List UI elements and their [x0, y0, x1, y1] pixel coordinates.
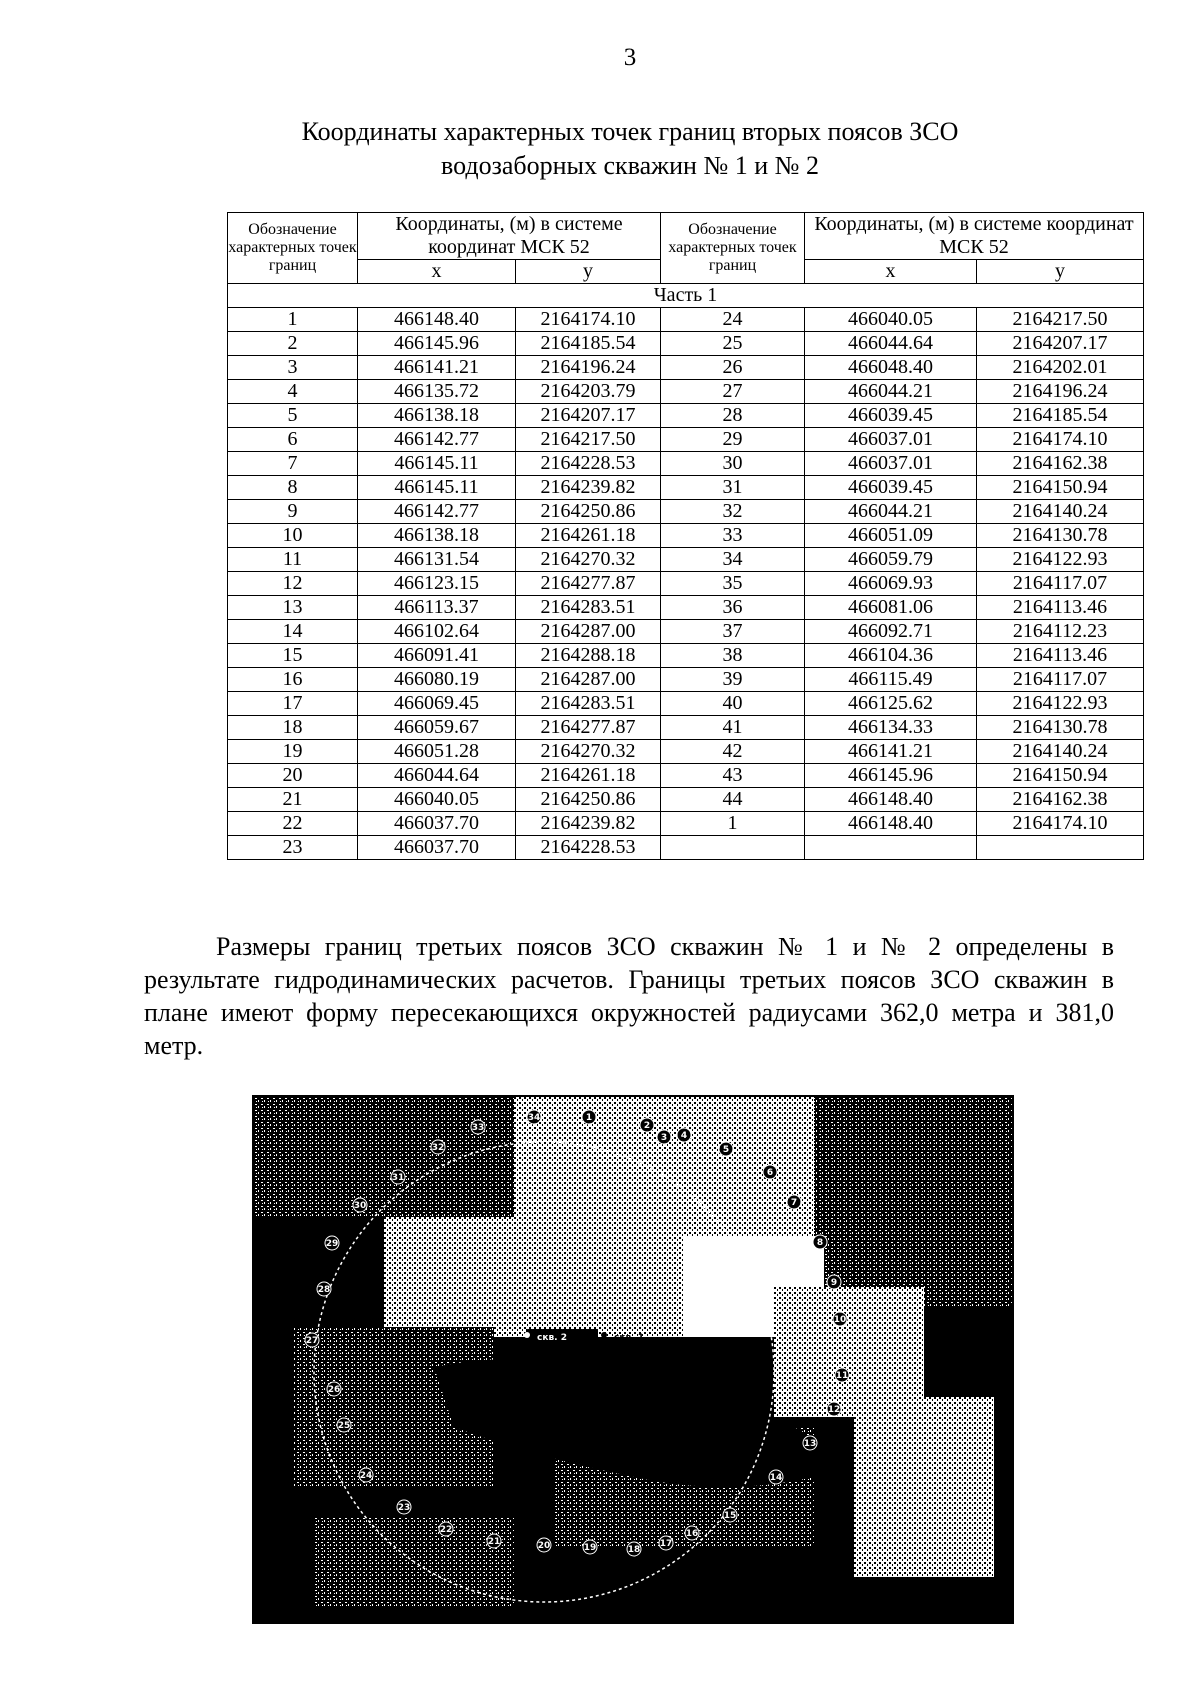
boundary-point-label: 2 — [643, 1121, 651, 1131]
header-point-right: Обозначение характерных точек границ — [661, 213, 805, 284]
table-row — [228, 596, 1144, 620]
cell-y-right: 2164150.94 — [977, 764, 1144, 788]
cell-y-left: 2164277.87 — [516, 716, 661, 740]
cell-y-right: 2164150.94 — [977, 476, 1144, 500]
well-1-marker — [601, 1332, 607, 1338]
cell-point-left: 4 — [228, 380, 358, 404]
boundary-point-label: 30 — [353, 1201, 367, 1211]
body-paragraph — [144, 930, 1114, 1062]
cell-point-left: 23 — [228, 836, 358, 860]
cell-point-right: 35 — [661, 572, 805, 596]
cell-x-left: 466142.77 — [358, 500, 516, 524]
cell-point-right: 31 — [661, 476, 805, 500]
table-row — [228, 452, 1144, 476]
boundary-point-label: 13 — [803, 1439, 817, 1449]
cell-x-left: 466145.96 — [358, 332, 516, 356]
cell-point-left: 9 — [228, 500, 358, 524]
table-row — [228, 356, 1144, 380]
cell-y-right: 2164217.50 — [977, 308, 1144, 332]
header-coords-right: Координаты, (м) в системе координат МСК 52 — [805, 213, 1144, 260]
table-row — [228, 644, 1144, 668]
cell-x-right: 466148.40 — [805, 788, 977, 812]
cell-y-right: 2164207.17 — [977, 332, 1144, 356]
cell-x-right: 466037.01 — [805, 452, 977, 476]
cell-x-right: 466040.05 — [805, 308, 977, 332]
cell-point-right: 39 — [661, 668, 805, 692]
coordinates-table — [227, 212, 1144, 860]
cell-y-left: 2164203.79 — [516, 380, 661, 404]
title-line-2: водозаборных скважин № 1 и № 2 — [441, 151, 819, 180]
table-row — [228, 692, 1144, 716]
cell-x-right: 466145.96 — [805, 764, 977, 788]
cell-x-left: 466145.11 — [358, 452, 516, 476]
boundary-point-label: 28 — [317, 1285, 331, 1295]
cell-x-left: 466113.37 — [358, 596, 516, 620]
cell-x-right: 466051.09 — [805, 524, 977, 548]
boundary-point-label: 19 — [583, 1543, 597, 1553]
cell-y-left: 2164239.82 — [516, 476, 661, 500]
cell-y-left: 2164270.32 — [516, 548, 661, 572]
cell-y-left: 2164283.51 — [516, 692, 661, 716]
cell-x-right: 466048.40 — [805, 356, 977, 380]
cell-point-right — [661, 836, 805, 860]
table-row — [228, 308, 1144, 332]
cell-y-right: 2164140.24 — [977, 500, 1144, 524]
well-label: скв. 2 — [537, 1333, 567, 1343]
cell-y-right: 2164117.07 — [977, 668, 1144, 692]
cell-point-left: 22 — [228, 812, 358, 836]
cell-point-left: 13 — [228, 596, 358, 620]
cell-x-left: 466148.40 — [358, 308, 516, 332]
cell-point-left: 19 — [228, 740, 358, 764]
cell-x-right: 466141.21 — [805, 740, 977, 764]
cell-point-left: 5 — [228, 404, 358, 428]
cell-point-left: 3 — [228, 356, 358, 380]
cell-y-left: 2164228.53 — [516, 836, 661, 860]
cell-y-left: 2164217.50 — [516, 428, 661, 452]
boundary-point-label: 11 — [835, 1371, 849, 1381]
cell-x-right: 466115.49 — [805, 668, 977, 692]
cell-x-left: 466037.70 — [358, 812, 516, 836]
cell-x-right: 466044.21 — [805, 380, 977, 404]
cell-y-right — [977, 836, 1144, 860]
cell-y-right: 2164130.78 — [977, 524, 1144, 548]
cell-point-left: 18 — [228, 716, 358, 740]
cell-y-left: 2164228.53 — [516, 452, 661, 476]
cell-x-left: 466102.64 — [358, 620, 516, 644]
boundary-point-label: 33 — [471, 1123, 485, 1133]
cell-point-right: 32 — [661, 500, 805, 524]
boundary-point-label: 34 — [527, 1113, 541, 1123]
cell-x-left: 466135.72 — [358, 380, 516, 404]
boundary-point-label: 9 — [830, 1278, 838, 1288]
cell-point-left: 8 — [228, 476, 358, 500]
cell-y-right: 2164196.24 — [977, 380, 1144, 404]
cell-x-left: 466051.28 — [358, 740, 516, 764]
table-row — [228, 716, 1144, 740]
boundary-point-label: 32 — [431, 1143, 445, 1153]
cell-point-left: 11 — [228, 548, 358, 572]
boundary-point-label: 5 — [722, 1145, 730, 1155]
cell-x-left: 466138.18 — [358, 404, 516, 428]
cell-x-right: 466044.21 — [805, 500, 977, 524]
table-row — [228, 788, 1144, 812]
cell-y-left: 2164261.18 — [516, 524, 661, 548]
cell-x-right: 466044.64 — [805, 332, 977, 356]
cell-point-right: 27 — [661, 380, 805, 404]
cell-point-right: 33 — [661, 524, 805, 548]
boundary-point-label: 24 — [359, 1471, 373, 1481]
cell-y-right: 2164162.38 — [977, 452, 1144, 476]
cell-point-left: 1 — [228, 308, 358, 332]
cell-x-left: 466059.67 — [358, 716, 516, 740]
table-row — [228, 764, 1144, 788]
cell-y-right: 2164162.38 — [977, 788, 1144, 812]
cell-x-right: 466069.93 — [805, 572, 977, 596]
boundary-point-label: 20 — [537, 1541, 551, 1551]
satellite-map-image — [252, 1095, 1014, 1624]
boundary-point-label: 14 — [769, 1473, 783, 1483]
table-row — [228, 332, 1144, 356]
table-row — [228, 524, 1144, 548]
boundary-point-label: 16 — [685, 1529, 699, 1539]
cell-x-left: 466044.64 — [358, 764, 516, 788]
header-point-left: Обозначение характерных точек границ — [228, 213, 358, 284]
cell-y-left: 2164185.54 — [516, 332, 661, 356]
cell-point-left: 15 — [228, 644, 358, 668]
cell-point-left: 12 — [228, 572, 358, 596]
header-y-left: y — [516, 260, 661, 284]
cell-x-right: 466092.71 — [805, 620, 977, 644]
header-y-right: y — [977, 260, 1144, 284]
cell-y-right: 2164140.24 — [977, 740, 1144, 764]
cell-x-left: 466141.21 — [358, 356, 516, 380]
table-row — [228, 812, 1144, 836]
cell-point-left: 6 — [228, 428, 358, 452]
cell-y-left: 2164287.00 — [516, 620, 661, 644]
header-x-right: x — [805, 260, 977, 284]
cell-x-left: 466069.45 — [358, 692, 516, 716]
cell-point-right: 1 — [661, 812, 805, 836]
cell-point-right: 29 — [661, 428, 805, 452]
cell-x-right: 466125.62 — [805, 692, 977, 716]
cell-point-left: 20 — [228, 764, 358, 788]
cell-point-right: 30 — [661, 452, 805, 476]
cell-x-right: 466037.01 — [805, 428, 977, 452]
cell-x-left: 466142.77 — [358, 428, 516, 452]
cell-x-right: 466081.06 — [805, 596, 977, 620]
table-row — [228, 740, 1144, 764]
boundary-point-label: 4 — [680, 1131, 688, 1141]
cell-point-right: 34 — [661, 548, 805, 572]
cell-point-right: 28 — [661, 404, 805, 428]
boundary-point-label: 25 — [337, 1421, 351, 1431]
boundary-point-label: 7 — [790, 1198, 798, 1208]
well-2-marker — [524, 1332, 530, 1338]
cell-y-right: 2164117.07 — [977, 572, 1144, 596]
cell-x-right: 466134.33 — [805, 716, 977, 740]
cell-point-right: 40 — [661, 692, 805, 716]
cell-x-left: 466091.41 — [358, 644, 516, 668]
cell-y-left: 2164207.17 — [516, 404, 661, 428]
boundary-point-label: 1 — [585, 1113, 593, 1123]
boundary-point-label: 26 — [327, 1385, 341, 1395]
well-label: скв. 1 — [614, 1333, 644, 1343]
cell-x-left: 466123.15 — [358, 572, 516, 596]
boundary-point-label: 23 — [397, 1503, 411, 1513]
boundary-point-label: 3 — [660, 1133, 668, 1143]
table-row — [228, 404, 1144, 428]
cell-point-right: 24 — [661, 308, 805, 332]
page-number: 3 — [623, 44, 637, 71]
header-coords-left: Координаты, (м) в системе координат МСК 52 — [358, 213, 661, 260]
cell-y-right: 2164112.23 — [977, 620, 1144, 644]
cell-y-left: 2164270.32 — [516, 740, 661, 764]
boundary-point-label: 22 — [439, 1525, 453, 1535]
map-graphic — [254, 1097, 1012, 1622]
cell-y-left: 2164261.18 — [516, 764, 661, 788]
boundary-point-label: 31 — [391, 1173, 405, 1183]
cell-y-right: 2164122.93 — [977, 692, 1144, 716]
cell-point-right: 37 — [661, 620, 805, 644]
cell-y-left: 2164287.00 — [516, 668, 661, 692]
cell-y-left: 2164196.24 — [516, 356, 661, 380]
header-x-left: x — [358, 260, 516, 284]
cell-x-right: 466104.36 — [805, 644, 977, 668]
cell-x-left: 466040.05 — [358, 788, 516, 812]
cell-y-left: 2164288.18 — [516, 644, 661, 668]
cell-point-left: 14 — [228, 620, 358, 644]
cell-x-right: 466039.45 — [805, 404, 977, 428]
cell-y-left: 2164239.82 — [516, 812, 661, 836]
boundary-point-label: 12 — [827, 1405, 841, 1415]
cell-point-right: 38 — [661, 644, 805, 668]
cell-y-right: 2164113.46 — [977, 596, 1144, 620]
table-row — [228, 500, 1144, 524]
cell-point-left: 7 — [228, 452, 358, 476]
boundary-point-label: 29 — [325, 1239, 339, 1249]
cell-y-left: 2164250.86 — [516, 788, 661, 812]
boundary-point-label: 6 — [766, 1168, 774, 1178]
cell-x-right: 466039.45 — [805, 476, 977, 500]
cell-x-left: 466131.54 — [358, 548, 516, 572]
cell-x-left: 466080.19 — [358, 668, 516, 692]
part-label: Часть 1 — [228, 284, 1144, 308]
table-row — [228, 428, 1144, 452]
table-row — [228, 380, 1144, 404]
boundary-point-label: 21 — [487, 1537, 501, 1547]
cell-point-left: 17 — [228, 692, 358, 716]
cell-point-right: 25 — [661, 332, 805, 356]
cell-x-right — [805, 836, 977, 860]
table-row — [228, 668, 1144, 692]
boundary-point-label: 17 — [659, 1539, 673, 1549]
boundary-point-label: 8 — [816, 1238, 824, 1248]
cell-point-right: 26 — [661, 356, 805, 380]
cell-y-left: 2164250.86 — [516, 500, 661, 524]
cell-x-right: 466059.79 — [805, 548, 977, 572]
document-title — [180, 115, 1080, 183]
coordinates-table-body — [228, 308, 1144, 860]
cell-point-right: 43 — [661, 764, 805, 788]
boundary-point-label: 27 — [305, 1336, 319, 1346]
title-line-1: Координаты характерных точек границ вторых поясов ЗСО — [301, 117, 959, 146]
table-row — [228, 836, 1144, 860]
cell-point-right: 36 — [661, 596, 805, 620]
cell-point-right: 42 — [661, 740, 805, 764]
cell-point-left: 2 — [228, 332, 358, 356]
cell-point-left: 16 — [228, 668, 358, 692]
cell-point-left: 21 — [228, 788, 358, 812]
cell-point-left: 10 — [228, 524, 358, 548]
table-row — [228, 548, 1144, 572]
table-row — [228, 476, 1144, 500]
cell-y-right: 2164174.10 — [977, 428, 1144, 452]
table-row — [228, 572, 1144, 596]
boundary-point-label: 15 — [723, 1511, 737, 1521]
boundary-point-label: 10 — [833, 1315, 847, 1325]
body-paragraph-text: Размеры границ третьих поясов ЗСО скважин № 1 и № 2 определены в результате гидродинамических расчетов. Границы третьих поясов ЗСО скважин в плане имеют форму пересекающихся окружностей радиусами 362,0 метра и 381,0 метр. — [144, 932, 1114, 1060]
boundary-point-label: 18 — [627, 1545, 641, 1555]
cell-y-right: 2164174.10 — [977, 812, 1144, 836]
cell-y-right: 2164122.93 — [977, 548, 1144, 572]
cell-y-right: 2164202.01 — [977, 356, 1144, 380]
cell-point-right: 44 — [661, 788, 805, 812]
cell-y-left: 2164174.10 — [516, 308, 661, 332]
cell-x-right: 466148.40 — [805, 812, 977, 836]
cell-x-left: 466138.18 — [358, 524, 516, 548]
cell-y-right: 2164185.54 — [977, 404, 1144, 428]
cell-y-right: 2164130.78 — [977, 716, 1144, 740]
table-row — [228, 620, 1144, 644]
cell-y-left: 2164283.51 — [516, 596, 661, 620]
cell-y-right: 2164113.46 — [977, 644, 1144, 668]
cell-x-left: 466037.70 — [358, 836, 516, 860]
cell-x-left: 466145.11 — [358, 476, 516, 500]
cell-point-right: 41 — [661, 716, 805, 740]
cell-y-left: 2164277.87 — [516, 572, 661, 596]
